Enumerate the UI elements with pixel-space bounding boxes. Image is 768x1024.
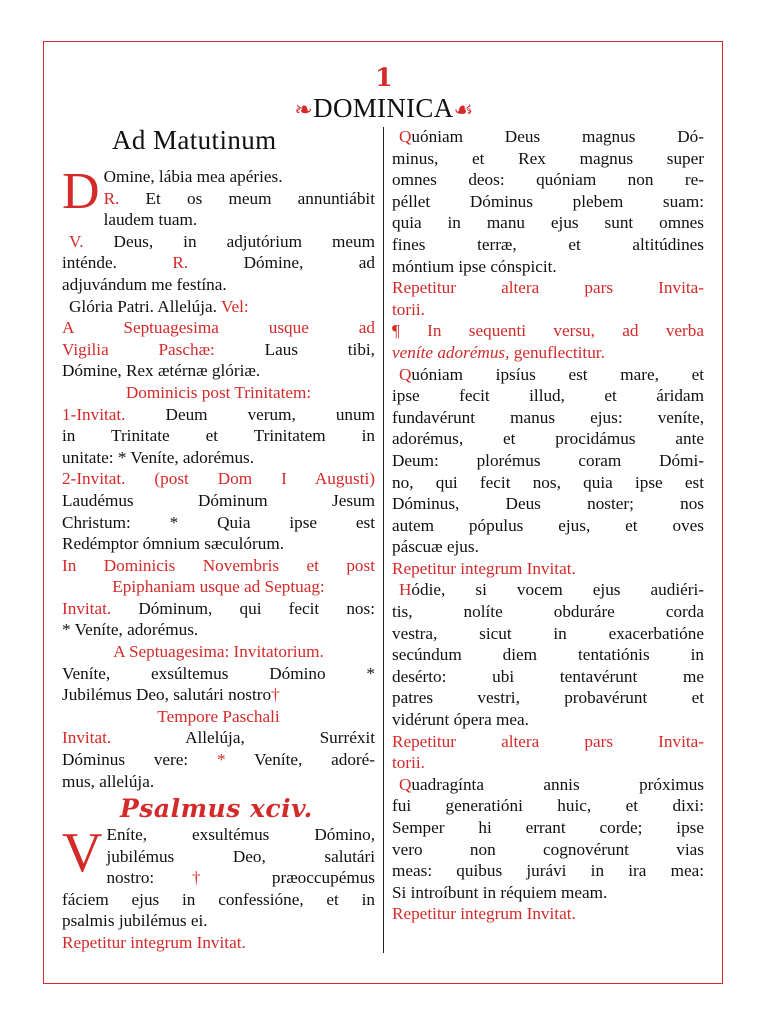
text-line: Quóniam Deus magnus Dó- [399, 127, 704, 146]
rubric-line: 2-Invitat. (post Dom I Augusti) [62, 469, 375, 489]
text-line: vidérunt ópera mea. [392, 710, 529, 730]
text-line: adorémus, et procidámus ante [392, 429, 704, 449]
text-line: Quóniam ipsíus est mare, et [399, 364, 704, 384]
text-line: fui generatióni huic, et dixi: [392, 796, 704, 816]
text-line: Veníte, exsúltemus Dómino * [62, 663, 375, 683]
text-line: psalmis jubilémus ei. [62, 911, 208, 931]
text-line: Vigilia Paschæ: Laus tibi, [62, 339, 375, 359]
text-line: autem pópulus ejus, et oves [392, 515, 704, 535]
rubric-line: veníte adorémus, genuflectitur. [392, 342, 605, 362]
text-line: secúndum diem tentatiónis in [392, 645, 704, 665]
text-line: Quadragínta annis próximus [399, 774, 704, 794]
text-line: adjuvándum me festína. [62, 274, 227, 294]
text-line: in Trinitate et Trinitatem in [62, 426, 375, 446]
text-line: mus, allelúja. [62, 771, 155, 791]
ornament-left-icon: ❧ [294, 97, 314, 122]
text-line: Deum: plorémus coram Dómi- [392, 450, 704, 470]
rubric-line: torii. [392, 299, 425, 319]
text-line: vero non cognovérunt vias [392, 839, 704, 859]
text-line: Invitat. Dóminum, qui fecit nos: [62, 598, 375, 618]
text-line: quia in manu ejus sunt omnes [392, 213, 704, 233]
left-column [62, 163, 375, 792]
text-line: nostro: † præoccupémus [106, 868, 375, 888]
text-line: V. Deus, in adjutórium meum [69, 231, 375, 251]
dropcap-d: D [62, 163, 100, 220]
text-line: fines terræ, et altitúdines [392, 234, 704, 254]
text-line: Jubilémus Deo, salutári nostro† [62, 685, 280, 705]
title-text: DOMINICA [313, 93, 454, 123]
text-line: Hódie, si vocem ejus audiéri- [399, 580, 704, 600]
column-divider [383, 127, 384, 953]
text-line: vestra, sicut in exacerbatióne [392, 623, 704, 643]
text-line: páscuæ ejus. [392, 537, 479, 557]
text-line: * Veníte, adorémus. [62, 620, 199, 640]
right-column [392, 126, 704, 925]
rubric-line: Dominicis post Trinitatem: [125, 382, 312, 402]
rubric-line: In Dominicis Novembris et post [62, 555, 375, 575]
versicle-block [62, 163, 375, 231]
ornament-right-icon: ☙ [453, 97, 474, 122]
text-line: Eníte, exsultémus Dómino, [106, 825, 375, 844]
text-line: Glória Patri. Allelúja. Vel: [69, 296, 249, 316]
text-line: desérto: ubi tentavérunt me [392, 666, 704, 686]
rubric-line: torii. [392, 753, 425, 773]
text-line: móntium ipse cónspicit. [392, 256, 557, 276]
psalm-heading: Psalmus xciv. [120, 794, 313, 823]
rubric-line: Tempore Paschali [157, 706, 280, 726]
text-line: inténde. R. Dómine, ad [62, 253, 375, 273]
rubric-line: Repetitur integrum Invitat. [62, 932, 246, 952]
page-title [0, 93, 768, 125]
rubric-line: A Septuagesima: Invitatorium. [113, 642, 324, 662]
rubric-line: Repetitur integrum Invitat. [392, 558, 576, 578]
text-line: péllet Dóminus plebem suam: [392, 191, 704, 211]
text-line: fundavérunt manus ejus: veníte, [392, 407, 704, 427]
text-line: no, qui fecit nos, quia ipse est [392, 472, 704, 492]
text-line: Dóminus, Deus noster; nos [392, 494, 704, 514]
rubric-line: ¶ In sequenti versu, ad verba [392, 321, 704, 341]
text-line: Omine, lábia mea apéries. [103, 167, 283, 186]
rubric-line: Epiphaniam usque ad Septuag: [112, 577, 325, 597]
text-line: minus, et Rex magnus super [392, 148, 704, 168]
text-line: meas: quibus jurávi in ira mea: [392, 861, 704, 881]
rubric-line: Repetitur integrum Invitat. [392, 904, 576, 924]
rubric-line: Repetitur altera pars Invita- [392, 278, 704, 298]
text-line: Redémptor ómnium sæculórum. [62, 534, 284, 554]
text-line: Dómine, Rex ætérnæ glóriæ. [62, 361, 261, 381]
text-line: Semper hi errant corde; ipse [392, 818, 704, 837]
text-line: Christum: * Quia ipse est [62, 512, 375, 532]
text-line: unitate: * Veníte, adorémus. [62, 447, 255, 467]
text-line: 1-Invitat. Deum verum, unum [62, 404, 375, 424]
text-line: ipse fecit illud, et áridam [392, 386, 704, 406]
text-line: laudem tuam. [103, 210, 198, 230]
text-line: omnes deos: quóniam non re- [392, 170, 704, 190]
psalm-block [62, 824, 375, 954]
dropcap-v: V [62, 822, 103, 884]
text-line: jubilémus Deo, salutári [106, 846, 375, 866]
text-line: fáciem ejus in confessióne, et in [62, 889, 375, 909]
text-line: Si introíbunt in réquiem meam. [392, 882, 608, 902]
text-line: Invitat. Allelúja, Surréxit [62, 728, 375, 748]
text-line: Laudémus Dóminum Jesum [62, 490, 375, 510]
text-line: patres vestri, probavérunt et [392, 688, 704, 708]
rubric-line: Repetitur altera pars Invita- [392, 731, 704, 751]
text-line: Dóminus vere: * Veníte, adoré- [62, 750, 375, 770]
text-line: R. Et os meum annuntiábit [103, 188, 375, 208]
section-heading-matutinum: Ad Matutinum [112, 125, 277, 155]
text-line: tis, nolíte obduráre corda [392, 602, 704, 622]
page-number: 1 [375, 63, 393, 92]
rubric-line: A Septuagesima usque ad [62, 318, 375, 338]
